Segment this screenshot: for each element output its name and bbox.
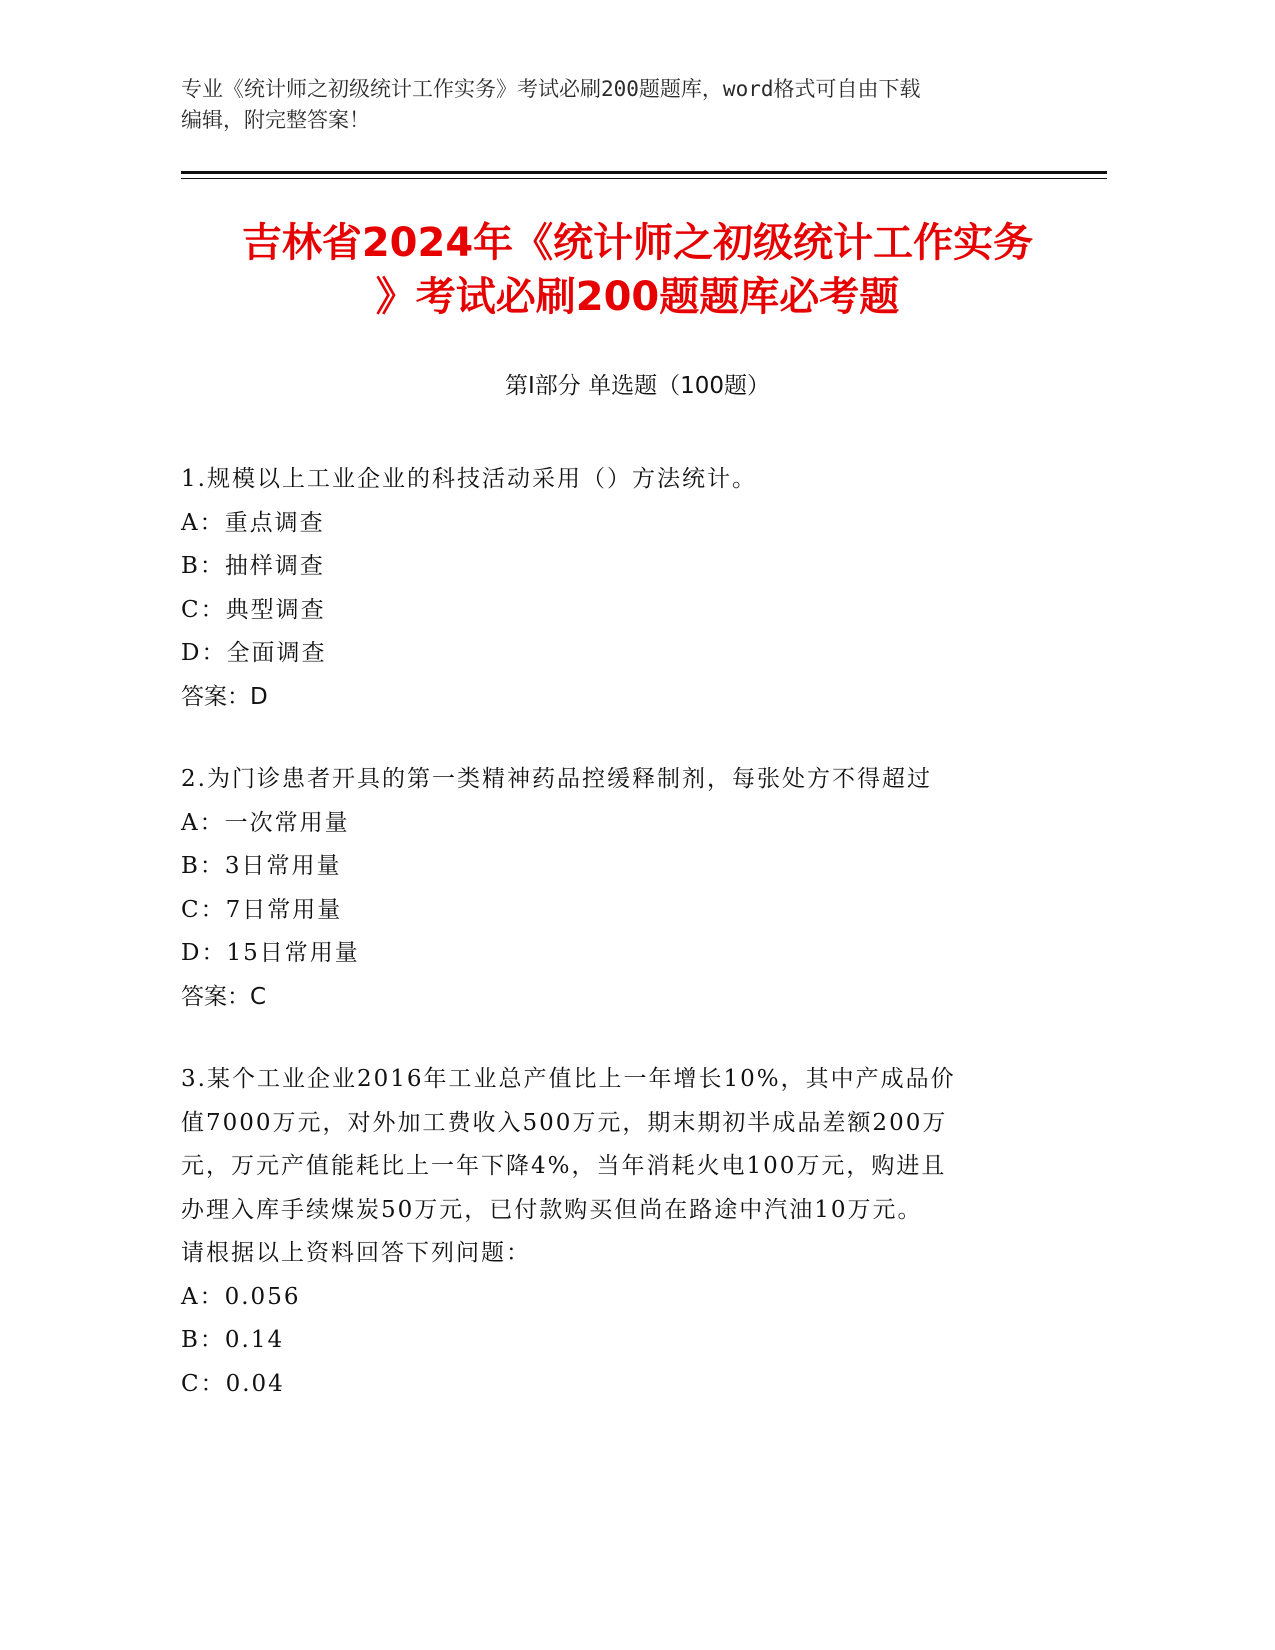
header-note-line-2: 编辑，附完整答案！	[181, 108, 370, 132]
option-b: B：抽样调查	[181, 553, 325, 579]
option-a: A：0.056	[181, 1283, 301, 1310]
question-3	[181, 1058, 1061, 1406]
header-note	[181, 74, 1061, 136]
question-stem-line: 1.规模以上工业企业的科技活动采用（）方法统计。	[181, 466, 757, 492]
question-stem-line: 2.为门诊患者开具的第一类精神药品控缓释制剂，每张处方不得超过	[181, 766, 932, 792]
section-heading: 第Ⅰ部分 单选题（100题）	[505, 373, 770, 399]
option-b: B：3日常用量	[181, 853, 342, 879]
question-stem	[181, 758, 1061, 802]
answer-text: 答案：D	[181, 683, 268, 710]
header-note-line-1: 专业《统计师之初级统计工作实务》考试必刷200题题库，word格式可自由下载	[181, 77, 921, 101]
question-stem	[181, 458, 1061, 502]
document-title-line-2: 》考试必刷200题题库必考题	[375, 274, 900, 320]
option-d: D：15日常用量	[181, 940, 360, 966]
option-a: A：一次常用量	[181, 809, 350, 836]
option-d: D：全面调查	[181, 640, 327, 666]
question-2	[181, 758, 1061, 1019]
question-stem	[181, 1058, 1061, 1276]
document-title-line-1: 吉林省2024年《统计师之初级统计工作实务	[241, 220, 1034, 266]
answer-text: 答案：C	[181, 983, 267, 1010]
document-title	[150, 216, 1125, 324]
option-b: B：0.14	[181, 1327, 285, 1353]
header-divider-thin	[181, 178, 1107, 179]
option-c: C：典型调查	[181, 596, 326, 623]
question-stem-line: 3.某个工业企业2016年工业总产值比上一年增长10%，其中产成品价	[181, 1066, 956, 1092]
question-list	[181, 458, 1061, 1445]
header-divider-thick	[181, 171, 1107, 174]
option-c: C：0.04	[181, 1370, 285, 1397]
question-stem-line: 值7000万元，对外加工费收入500万元，期末期初半成品差额200万	[181, 1109, 948, 1136]
question-stem-line: 元，万元产值能耗比上一年下降4%，当年消耗火电100万元，购进且	[181, 1153, 947, 1179]
question-stem-line: 请根据以上资料回答下列问题：	[181, 1240, 531, 1266]
option-c: C：7日常用量	[181, 896, 343, 923]
question-1	[181, 458, 1061, 719]
question-stem-line: 办理入库手续煤炭50万元，已付款购买但尚在路途中汽油10万元。	[181, 1196, 923, 1223]
option-a: A：重点调查	[181, 509, 325, 536]
